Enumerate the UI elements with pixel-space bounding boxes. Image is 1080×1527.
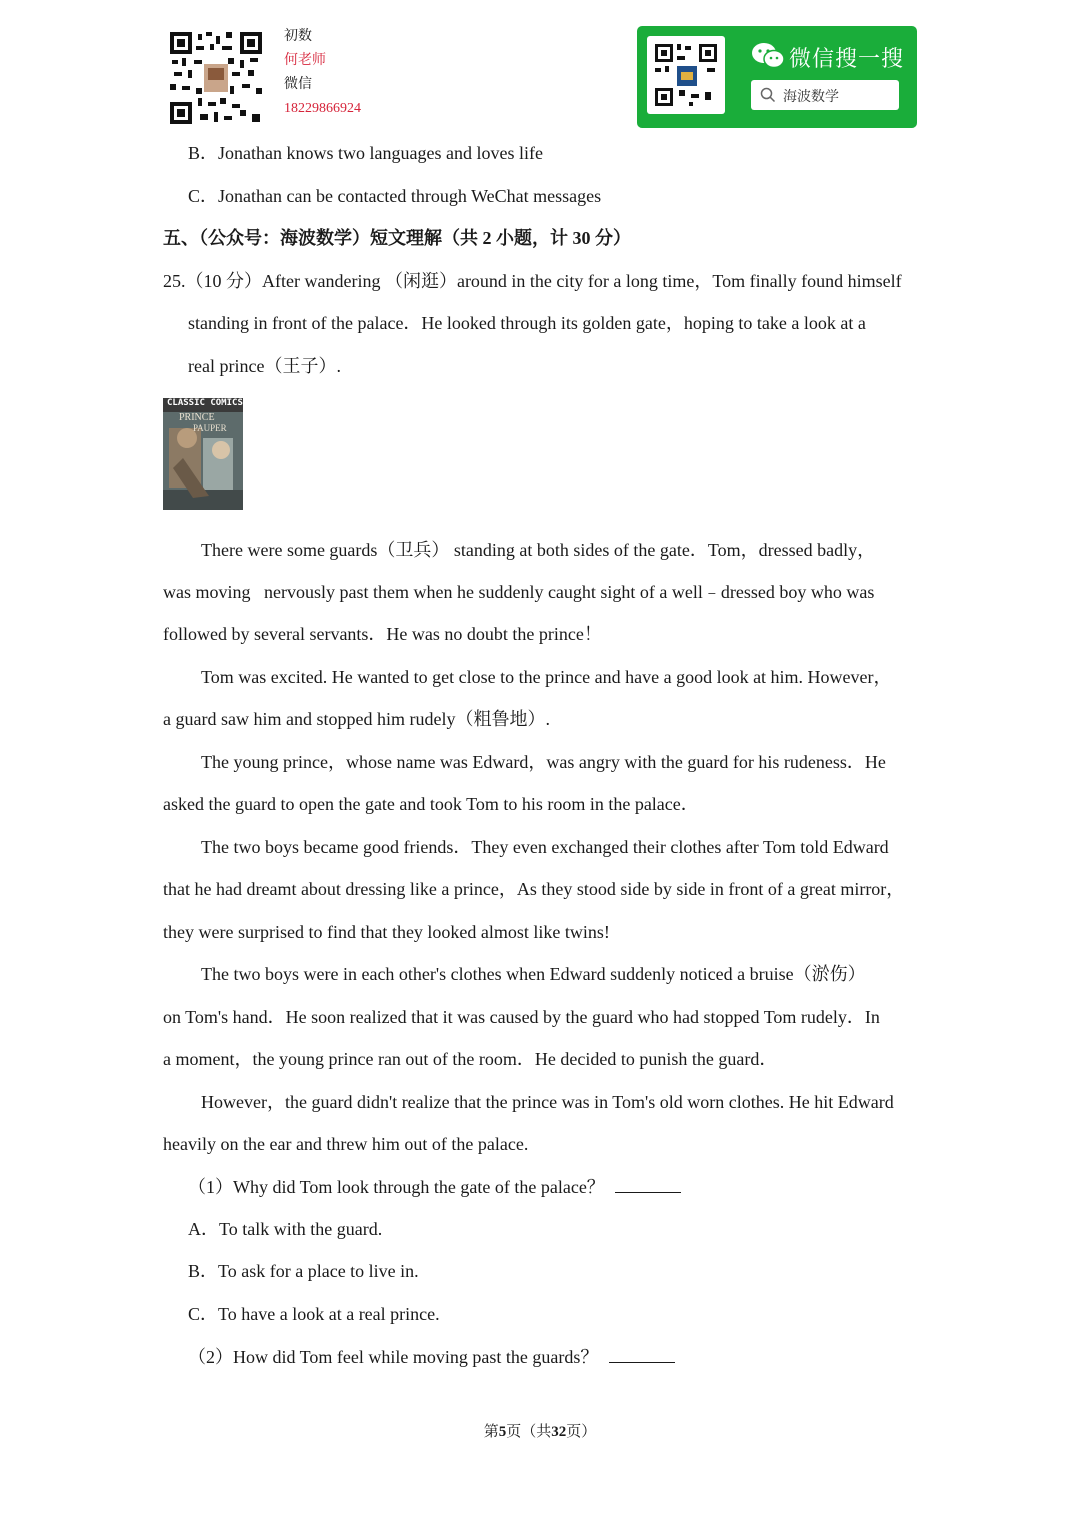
wechat-search-term: 海波数学 (783, 89, 839, 105)
passage-line: The two boys were in each other's clothes when Edward suddenly noticed a bruise（淤伤） (201, 964, 866, 984)
passage-line: However，the guard didn't realize that the prince was in Tom's old worn clothes. He hit Edward (201, 1092, 894, 1112)
passage-line: on Tom's hand．He soon realized that it was caused by the guard who had stopped Tom rudely．In (163, 1007, 880, 1027)
q1-option-b: B．To ask for a place to live in. (188, 1261, 419, 1281)
search-icon (760, 87, 776, 103)
wechat-qr-code (647, 36, 725, 114)
q1-option-a: A．To talk with the guard. (188, 1219, 383, 1239)
qr-code-left (170, 32, 262, 124)
section-heading: 五、（公众号：海波数学）短文理解（共 2 小题，计 30 分） (163, 228, 631, 248)
footer-prefix: 第 (483, 1424, 499, 1440)
comic-title-line-2: PRINCE (179, 412, 215, 423)
sub-question-2 (188, 1344, 675, 1369)
page-footer (0, 1420, 1080, 1441)
passage-line: followed by several servants．He was no doubt the prince！ (163, 624, 602, 644)
question-25-intro-line-3: real prince（王子）. (188, 356, 341, 376)
option-c-prev: C．Jonathan can be contacted through WeChat messages (188, 186, 602, 206)
wechat-search-box (751, 80, 899, 110)
footer-mid: 页（共 (506, 1424, 552, 1440)
passage-line: The two boys became good friends．They even exchanged their clothes after Tom told Edward (201, 837, 889, 857)
passage-line: heavily on the ear and threw him out of the palace. (163, 1134, 529, 1154)
answer-blank-2[interactable] (609, 1344, 675, 1363)
sub-question-1-stem: （1）Why did Tom look through the gate of the palace？ (188, 1177, 605, 1197)
contact-teacher-name: 何老师 (284, 53, 326, 68)
passage-line: Tom was excited. He wanted to get close to the prince and have a good look at him. However， (201, 667, 892, 687)
passage-line: a moment，the young prince ran out of the room．He decided to punish the guard． (163, 1049, 778, 1069)
q1-option-c: C．To have a look at a real prince. (188, 1304, 440, 1324)
passage-line: asked the guard to open the gate and took Tom to his room in the palace． (163, 794, 699, 814)
footer-page-number: 5 (498, 1424, 507, 1440)
option-b-prev: B．Jonathan knows two languages and loves life (188, 143, 543, 163)
passage-line: that he had dreamt about dressing like a prince，As they stood side by side in front of a great mirror， (163, 879, 905, 899)
question-25-intro-line-2: standing in front of the palace．He looked through its golden gate，hoping to take a look at a (188, 313, 866, 333)
comic-title-line-1: CLASSIC COMICS (167, 398, 243, 408)
sub-question-2-stem: （2）How did Tom feel while moving past the guards？ (188, 1347, 599, 1367)
contact-phone-number: 18229866924 (284, 101, 361, 116)
passage-line: they were surprised to find that they looked almost like twins! (163, 922, 610, 942)
sub-question-1 (188, 1174, 681, 1199)
comic-cover-image (163, 398, 243, 510)
wechat-logo-icon (751, 42, 785, 70)
passage-line: was moving nervously past them when he suddenly caught sight of a well﹣dressed boy who was (163, 582, 875, 602)
contact-label-subject: 初数 (284, 29, 312, 44)
footer-suffix: 页） (566, 1424, 597, 1440)
wechat-search-title: 微信搜一搜 (789, 47, 905, 72)
answer-blank-1[interactable] (615, 1174, 681, 1193)
footer-total-pages: 32 (551, 1424, 567, 1440)
contact-label-wechat: 微信 (284, 77, 312, 92)
comic-title-line-3: PAUPER (193, 423, 227, 433)
question-25-intro-line-1: 25.（10 分）After wandering （闲逛）around in the city for a long time，Tom finally found himself (163, 271, 902, 291)
passage-line: There were some guards（卫兵） standing at both sides of the gate．Tom，dressed badly， (201, 540, 876, 560)
wechat-search-card (637, 26, 917, 128)
passage-line: The young prince，whose name was Edward，was angry with the guard for his rudeness．He (201, 752, 886, 772)
passage-line: a guard saw him and stopped him rudely（粗鲁地）. (163, 709, 550, 729)
